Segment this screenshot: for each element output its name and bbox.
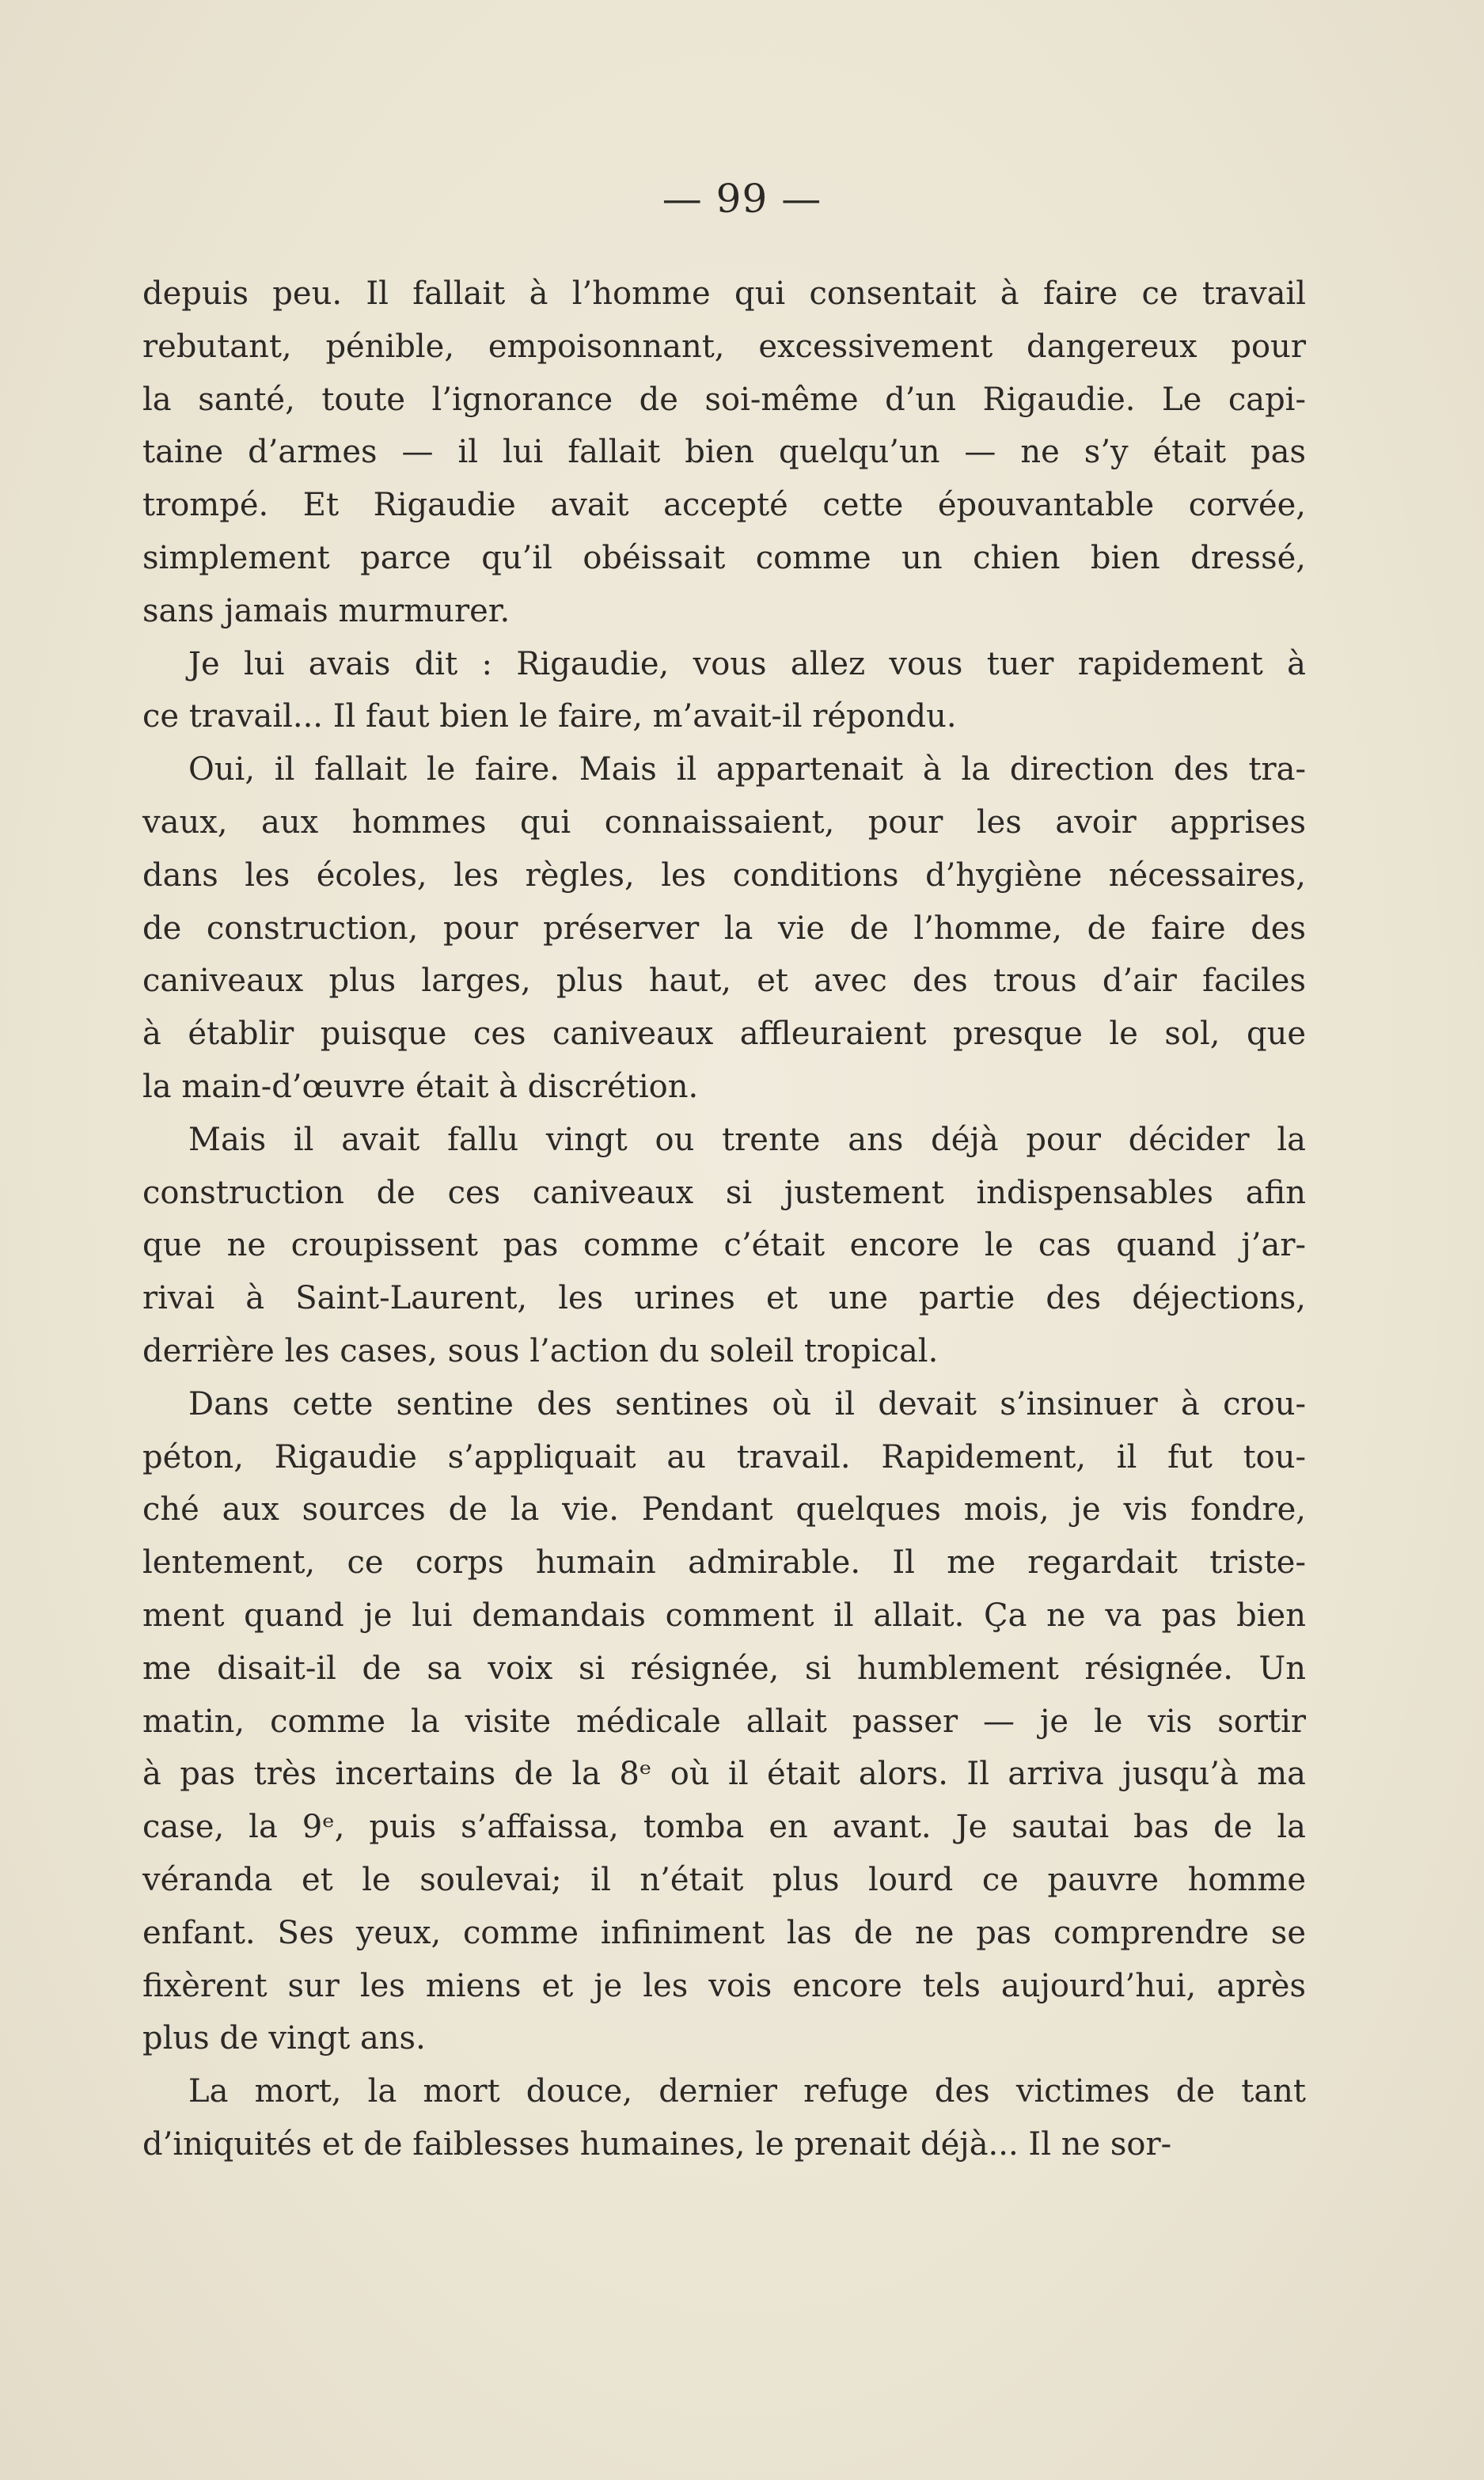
text-line: me disait-il de sa voix si résignée, si humblement résignée. Un [142,1650,1306,1687]
text-line: Je lui avais dit : Rigaudie, vous allez vous tuer rapidement à [188,645,1306,682]
text-line: Dans cette sentine des sentines où il devait s’insinuer à crou- [188,1385,1306,1422]
text-line: trompé. Et Rigaudie avait accepté cette épouvantable corvée, [142,487,1306,524]
text-line: enfant. Ses yeux, comme infiniment las de ne pas comprendre se [142,1914,1306,1951]
paragraph [142,743,1306,1114]
text-line: vaux, aux hommes qui connaissaient, pour les avoir apprises [142,803,1306,841]
text-line: construction de ces caniveaux si justement indispensables afin [142,1174,1306,1211]
text-line: lentement, ce corps humain admirable. Il me regardait triste- [142,1544,1306,1582]
text-line: ment quand je lui demandais comment il allait. Ça ne va pas bien [142,1597,1306,1634]
text-line: de construction, pour préserver la vie de l’homme, de faire des [142,910,1306,947]
text-line: case, la 9ᵉ, puis s’affaissa, tomba en avant. Je sautai bas de la [142,1809,1306,1846]
text-line: caniveaux plus larges, plus haut, et avec des trous d’air faciles [142,963,1306,1000]
text-line: Mais il avait fallu vingt ou trente ans déjà pour décider la [188,1121,1306,1158]
text-line: fixèrent sur les miens et je les vois encore tels aujourd’hui, après [142,1967,1306,2004]
text-line: rivai à Saint-Laurent, les urines et une partie des déjections, [142,1280,1306,1317]
text-line: péton, Rigaudie s’appliquait au travail. Rapidement, il fut tou- [142,1438,1306,1475]
text-line: ce travail... Il faut bien le faire, m’avait-il répondu. [142,698,957,735]
text-line: depuis peu. Il fallait à l’homme qui consentait à faire ce travail [142,275,1306,312]
text-line: à pas très incertains de la 8ᵉ où il était alors. Il arriva jusqu’à ma [142,1756,1306,1793]
text-line: dans les écoles, les règles, les conditions d’hygiène nécessaires, [142,856,1306,894]
paragraph [142,1114,1306,1378]
paragraph [142,268,1306,638]
text-line: que ne croupissent pas comme c’était encore le cas quand j’ar- [142,1227,1306,1264]
text-line: taine d’armes — il lui fallait bien quelqu’un — ne s’y était pas [142,434,1306,471]
text-line: sans jamais murmurer. [142,592,510,629]
paragraph [142,638,1306,744]
text-line: la main-d’œuvre était à discrétion. [142,1068,699,1105]
text-line: la santé, toute l’ignorance de soi-même d’un Rigaudie. Le capi- [142,381,1306,418]
text-line: Oui, il fallait le faire. Mais il appartenait à la direction des tra- [188,751,1306,788]
text-line: simplement parce qu’il obéissait comme un chien bien dressé, [142,539,1306,576]
text-line: La mort, la mort douce, dernier refuge des victimes de tant [188,2073,1306,2110]
text-line: plus de vingt ans. [142,2020,426,2057]
text-line: à établir puisque ces caniveaux affleuraient presque le sol, que [142,1016,1306,1053]
text-line: d’iniquités et de faiblesses humaines, le prenait déjà... Il ne sor- [142,2125,1172,2163]
text-line: rebutant, pénible, empoisonnant, excessivement dangereux pour [142,328,1306,365]
page-number: — 99 — [662,176,822,222]
text-line: ché aux sources de la vie. Pendant quelques mois, je vis fondre, [142,1491,1306,1529]
text-line: véranda et le soulevai; il n’était plus lourd ce pauvre homme [142,1861,1306,1898]
paragraph [142,1378,1306,2065]
text-line: derrière les cases, sous l’action du soleil tropical. [142,1332,939,1369]
body-text [142,268,1306,2171]
paragraph [142,2065,1306,2171]
text-line: matin, comme la visite médicale allait passer — je le vis sortir [142,1703,1306,1740]
